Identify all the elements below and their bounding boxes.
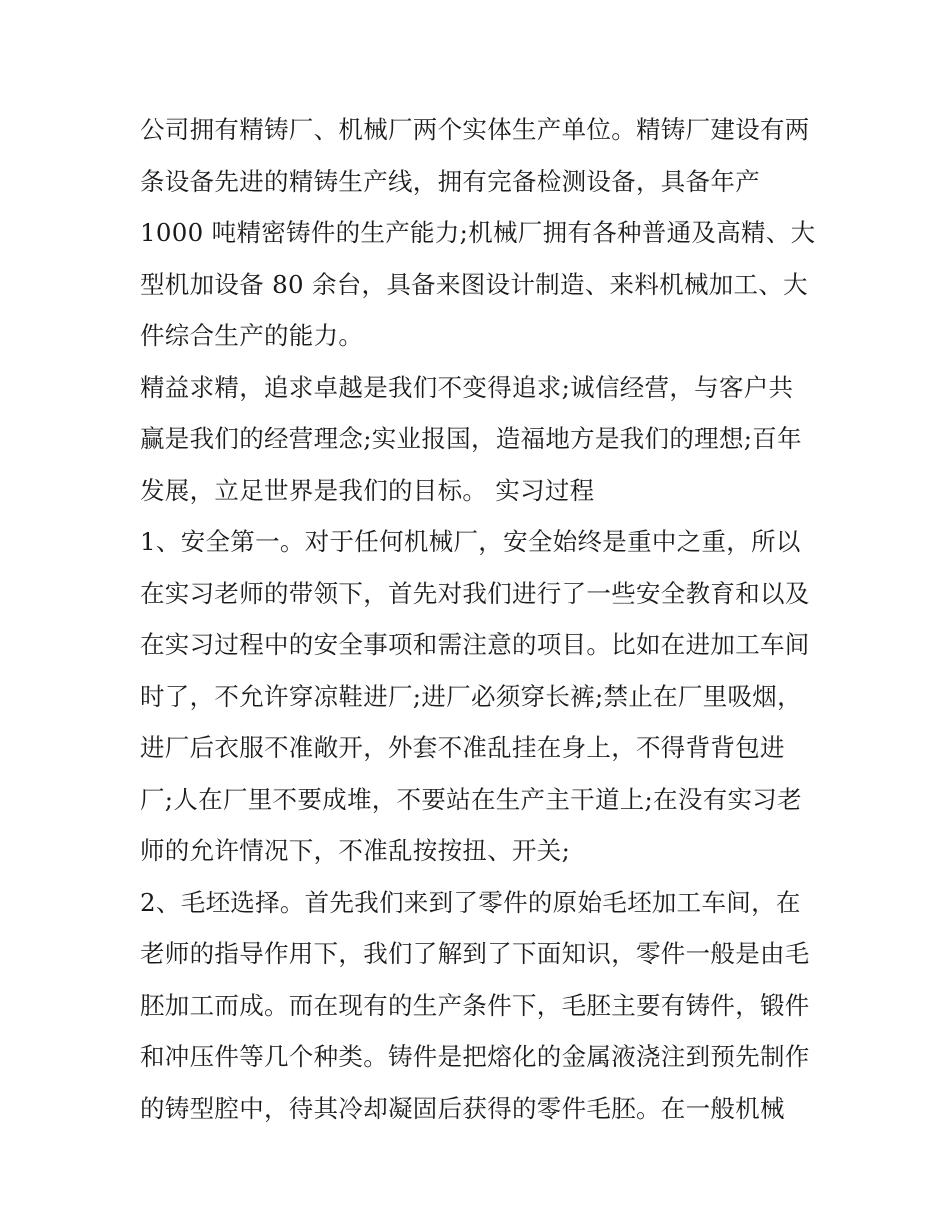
text-line: 1、安全第一。对于任何机械厂，安全始终是重中之重，所以	[140, 527, 801, 556]
text-line: 时了，不允许穿凉鞋进厂;进厂必须穿长裤;禁止在厂里吸烟，	[140, 681, 802, 711]
text-line: 条设备先进的精铸生产线，拥有完备检测设备，具备年产	[140, 166, 760, 196]
document-body	[140, 104, 830, 1134]
text-line: 进厂后衣服不准敞开，外套不准乱挂在身上，不得背背包进	[140, 733, 785, 762]
text-line: 胚加工而成。而在现有的生产条件下，毛胚主要有铸件，锻件	[140, 990, 810, 1020]
text-line: 和冲压件等几个种类。铸件是把熔化的金属液浇注到预先制作	[140, 1042, 810, 1071]
text-line: 精益求精，追求卓越是我们不变得追求;诚信经营，与客户共	[140, 372, 794, 402]
text-line: 师的允许情况下，不准乱按按扭、开关;	[140, 836, 571, 865]
text-line: 在实习过程中的安全事项和需注意的项目。比如在进加工车间	[140, 630, 810, 659]
text-line: 件综合生产的能力。	[140, 321, 364, 350]
text-line: 公司拥有精铸厂、机械厂两个实体生产单位。精铸厂建设有两	[140, 115, 810, 144]
text-line: 在实习老师的带领下，首先对我们进行了一些安全教育和以及	[140, 578, 810, 608]
text-line: 厂;人在厂里不要成堆，不要站在生产主干道上;在没有实习老	[140, 784, 802, 814]
text-line: 老师的指导作用下，我们了解到了下面知识，零件一般是由毛	[140, 939, 810, 968]
text-line: 的铸型腔中，待其冷却凝固后获得的零件毛胚。在一般机械	[140, 1093, 785, 1123]
text-line: 1000 吨精密铸件的生产能力;机械厂拥有各种普通及高精、大	[140, 218, 816, 247]
text-line: 赢是我们的经营理念;实业报国，造福地方是我们的理想;百年	[140, 424, 802, 453]
text-line: 型机加设备 80 余台，具备来图设计制造、来料机械加工、大	[140, 269, 808, 299]
text-line: 2、毛坯选择。首先我们来到了零件的原始毛坯加工车间，在	[140, 887, 801, 917]
text-line: 发展，立足世界是我们的目标。 实习过程	[140, 475, 595, 505]
